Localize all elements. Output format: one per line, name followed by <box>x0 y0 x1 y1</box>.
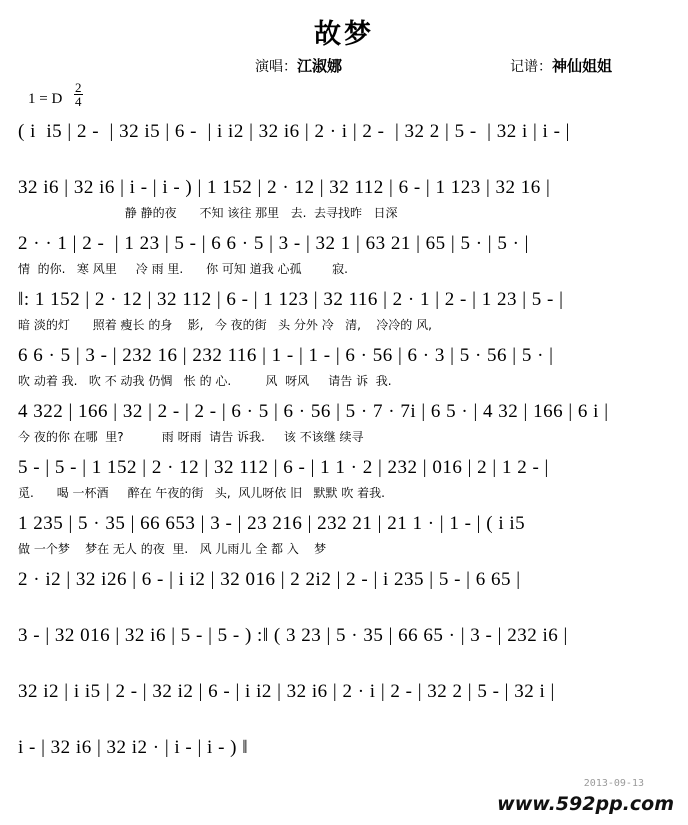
notator-credit <box>510 55 612 76</box>
lyrics-line <box>18 149 670 167</box>
lyrics-line: 静 静的夜 不知 该往 那里 去. 去寻找昨 日深 <box>18 206 398 220</box>
lyrics-line: 暗 淡的灯 照着 瘦长 的身 影, 今 夜的街 头 分外 冷 清, 冷冷的 风, <box>18 318 432 332</box>
notation-line: 4 322 | 166 | 32 | 2 - | 2 - | 6 · 5 | 6 · 56 | 5 · 7 · 7i | 6 5 · | 4 32 | 166 | 6 i | <box>18 401 609 422</box>
music-system <box>0 117 688 167</box>
time-signature <box>74 81 83 108</box>
notator-label: 记谱： <box>510 59 552 75</box>
watermark-url: www.592pp.com <box>497 793 674 815</box>
lyrics-line <box>18 765 670 783</box>
lyrics-line: 做 一个梦 梦在 无人 的夜 里. 风 儿雨儿 全 都 入 梦 <box>18 542 327 556</box>
music-system <box>0 509 688 559</box>
music-system <box>0 733 688 783</box>
lyrics-line <box>18 597 670 615</box>
notation-line: 3 - | 32 016 | 32 i6 | 5 - | 5 - ) :‖ ( 3 23 | 5 · 35 | 66 65 · | 3 - | 232 i6 | <box>18 625 568 646</box>
notator-name: 神仙姐姐 <box>552 57 613 75</box>
watermark-stamp: 2013-09-13 <box>583 778 644 789</box>
notation-line: 2 · · 1 | 2 - | 1 23 | 5 - | 6 6 · 5 | 3 - | 32 1 | 63 21 | 65 | 5 · | 5 · | <box>18 233 529 254</box>
music-system <box>0 565 688 615</box>
lyrics-line: 吹 动着 我. 吹 不 动我 仍惆 怅 的 心. 风 呀风 请告 诉 我. <box>18 374 392 388</box>
notation-line: 2 · i2 | 32 i26 | 6 - | i i2 | 32 016 | 2 2i2 | 2 - | i 235 | 5 - | 6 65 | <box>18 569 521 590</box>
singer-name: 江淑娜 <box>297 57 343 75</box>
music-system <box>0 677 688 727</box>
song-sheet <box>0 12 688 825</box>
credits <box>0 55 688 81</box>
music-system <box>0 341 688 391</box>
notation-line: 5 - | 5 - | 1 152 | 2 · 12 | 32 112 | 6 - | 1 1 · 2 | 232 | 016 | 2 | 1 2 - | <box>18 457 549 478</box>
singer-credit <box>255 55 342 76</box>
notation-line: 6 6 · 5 | 3 - | 232 16 | 232 116 | 1 - | 1 - | 6 · 56 | 6 · 3 | 5 · 56 | 5 · | <box>18 345 554 366</box>
page-title: 故梦 <box>314 19 374 50</box>
time-signature-numerator: 2 <box>75 80 82 95</box>
key-signature: 1 = D <box>28 91 63 107</box>
notation-line: 32 i6 | 32 i6 | i - | i - ) | 1 152 | 2 · 12 | 32 112 | 6 - | 1 123 | 32 16 | <box>18 177 551 198</box>
notation-line: 1 235 | 5 · 35 | 66 653 | 3 - | 23 216 | 232 21 | 21 1 · | 1 - | ( i i5 <box>18 513 526 534</box>
lyrics-line <box>18 653 670 671</box>
notation-line: ( i i5 | 2 - | 32 i5 | 6 - | i i2 | 32 i6 | 2 · i | 2 - | 32 2 | 5 - | 32 i | i - | <box>18 121 570 142</box>
notation-line: 32 i2 | i i5 | 2 - | 32 i2 | 6 - | i i2 | 32 i6 | 2 · i | 2 - | 32 2 | 5 - | 32 i | <box>18 681 555 702</box>
notation-line: i - | 32 i6 | 32 i2 · | i - | i - ) ‖ <box>18 737 249 758</box>
music-system <box>0 397 688 447</box>
lyrics-line: 今 夜的你 在哪 里? 雨 呀雨 请告 诉我. 该 不该继 续寻 <box>18 430 364 444</box>
lyrics-line: 情 的你. 寒 风里 冷 雨 里. 你 可知 道我 心孤 寂. <box>18 262 348 276</box>
lyrics-line <box>18 709 670 727</box>
music-system <box>0 453 688 503</box>
music-system <box>0 621 688 671</box>
music-system <box>0 173 688 223</box>
key-and-meter <box>0 80 688 117</box>
notation-line: ‖: 1 152 | 2 · 12 | 32 112 | 6 - | 1 123 | 32 116 | 2 · 1 | 2 - | 1 23 | 5 - | <box>18 289 564 310</box>
singer-label: 演唱： <box>255 59 297 75</box>
time-signature-denominator: 4 <box>75 94 82 109</box>
lyrics-line: 觅. 喝 一杯酒 醉在 午夜的街 头, 风儿呀依 旧 默默 吹 着我. <box>18 486 385 500</box>
music-system <box>0 229 688 279</box>
music-system <box>0 285 688 335</box>
